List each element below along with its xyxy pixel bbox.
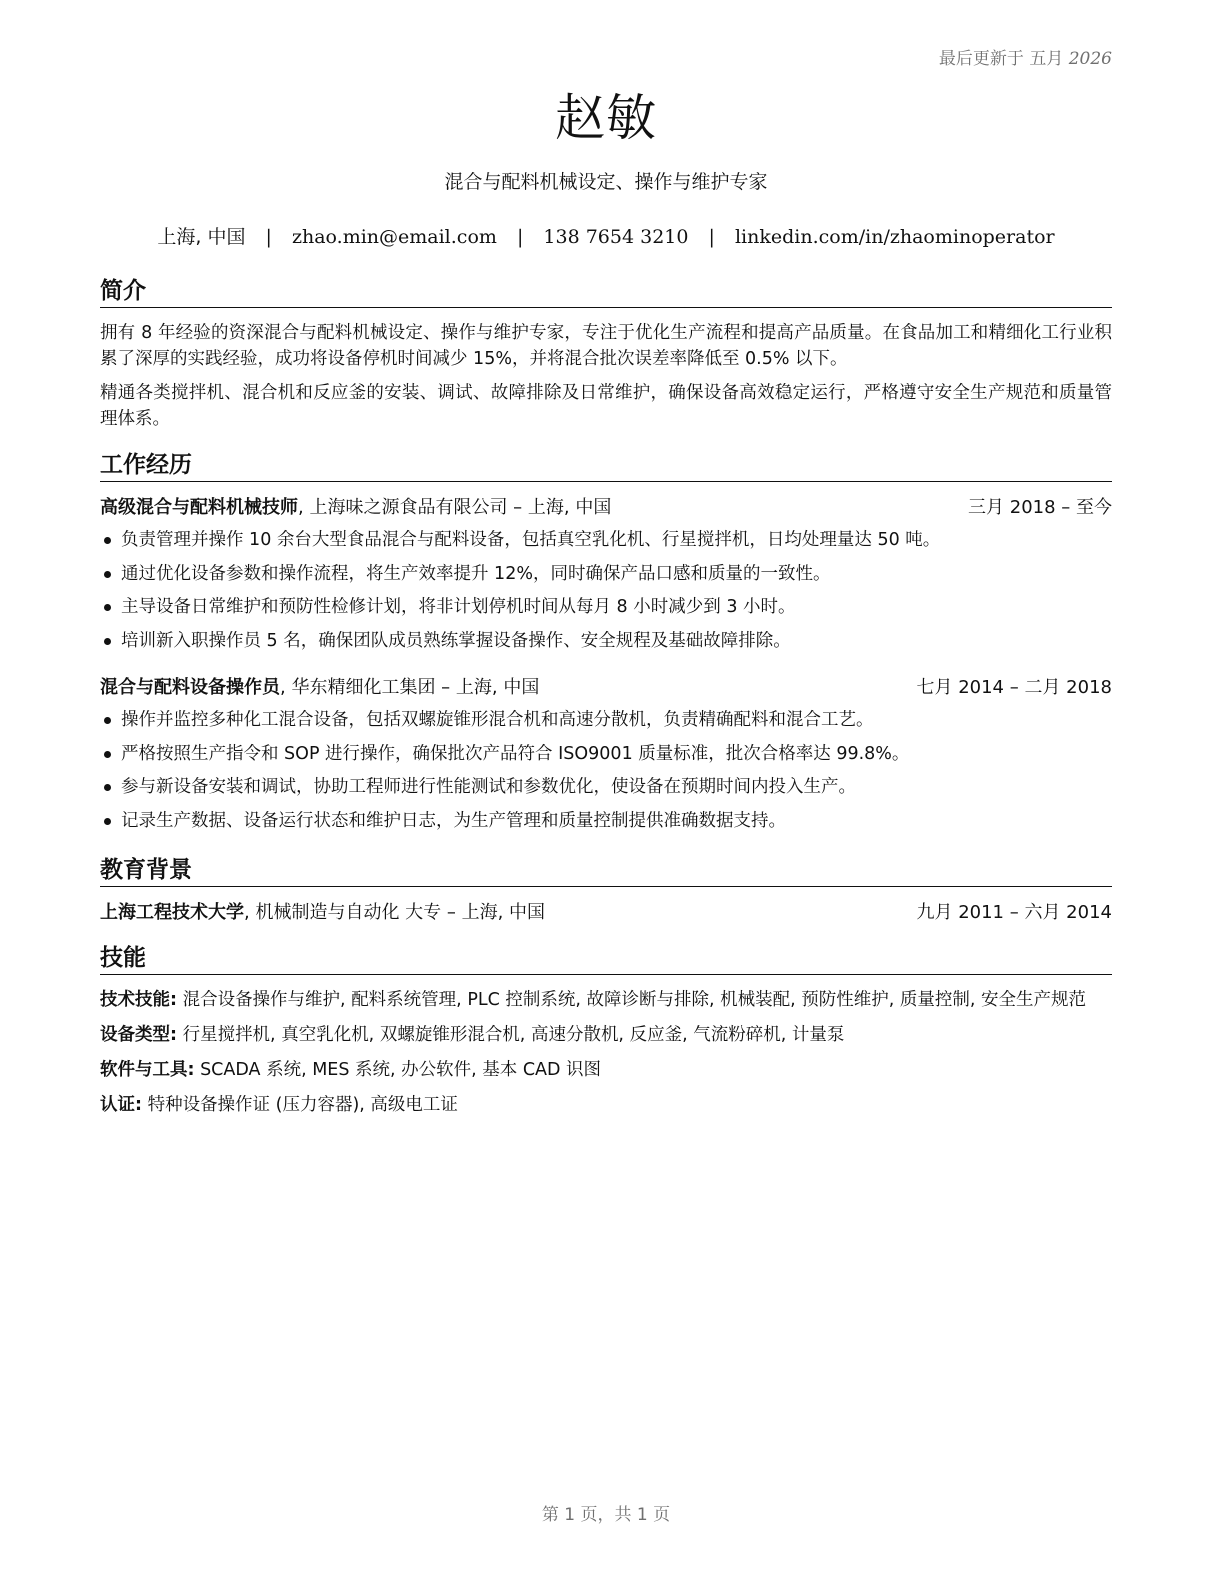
job-org: , 华东精细化工集团 – 上海, 中国 bbox=[280, 677, 540, 698]
bullet-text: 严格按照生产指令和 SOP 进行操作，确保批次产品符合 ISO9001 质量标准，批次合格率达 99.8%。 bbox=[121, 743, 910, 764]
skill-value: 特种设备操作证 (压力容器), 高级电工证 bbox=[142, 1095, 458, 1115]
skill-value: SCADA 系统, MES 系统, 办公软件, 基本 CAD 识图 bbox=[194, 1060, 602, 1080]
bullet-item bbox=[100, 625, 1112, 659]
bullet-item bbox=[100, 524, 1112, 558]
job-header bbox=[100, 494, 1112, 522]
education-dates: 九月 2011 – 六月 2014 bbox=[916, 902, 1112, 923]
job-dates: 七月 2014 – 二月 2018 bbox=[916, 677, 1112, 698]
bullet-dot-icon bbox=[104, 571, 111, 578]
last-updated-year: 2026 bbox=[1068, 49, 1112, 69]
bullet-dot-icon bbox=[104, 537, 111, 544]
skill-row bbox=[100, 1057, 1112, 1083]
skill-label: 技术技能: bbox=[100, 990, 177, 1010]
skill-row bbox=[100, 1092, 1112, 1118]
bullet-text: 操作并监控多种化工混合设备，包括双螺旋锥形混合机和高速分散机，负责精确配料和混合工艺。 bbox=[121, 710, 874, 730]
education-line bbox=[100, 899, 545, 927]
bullet-text: 记录生产数据、设备运行状态和维护日志，为生产管理和质量控制提供准确数据支持。 bbox=[121, 810, 786, 831]
job-bullets bbox=[100, 524, 1112, 658]
contact-phone: 138 7654 3210 bbox=[543, 226, 689, 248]
skill-value: 混合设备操作与维护, 配料系统管理, PLC 控制系统, 故障诊断与排除, 机械装配, 预防性维护, 质量控制, 安全生产规范 bbox=[177, 990, 1087, 1010]
education-heading: 教育背景 bbox=[100, 855, 1112, 887]
job-header bbox=[100, 674, 1112, 702]
bullet-dot-icon bbox=[104, 784, 111, 791]
skill-label: 认证: bbox=[100, 1095, 142, 1115]
job-role: 混合与配料设备操作员 bbox=[100, 677, 280, 698]
bullet-text: 培训新入职操作员 5 名，确保团队成员熟练掌握设备操作、安全规程及基础故障排除。 bbox=[121, 630, 791, 651]
job-dates: 三月 2018 – 至今 bbox=[968, 497, 1112, 518]
bullet-item bbox=[100, 704, 1112, 738]
education-section bbox=[100, 855, 1112, 927]
skill-label: 软件与工具: bbox=[100, 1060, 195, 1080]
contact-separator: | bbox=[708, 226, 715, 248]
experience-heading: 工作经历 bbox=[100, 450, 1112, 482]
skill-row bbox=[100, 987, 1112, 1013]
bullet-text: 通过优化设备参数和操作流程，将生产效率提升 12%，同时确保产品口感和质量的一致性。 bbox=[121, 563, 831, 584]
bullet-dot-icon bbox=[104, 717, 111, 724]
education-school: 上海工程技术大学 bbox=[100, 902, 244, 923]
resume-page bbox=[100, 0, 1112, 1584]
contact-separator: | bbox=[516, 226, 524, 248]
bullet-item bbox=[100, 738, 1112, 772]
contact-separator: | bbox=[265, 226, 272, 248]
bullet-item bbox=[100, 805, 1112, 839]
job-title-line bbox=[100, 494, 611, 522]
bullet-text: 主导设备日常维护和预防性检修计划，将非计划停机时间从每月 8 小时减少到 3 小时。 bbox=[121, 597, 796, 617]
job-role: 高级混合与配料机械技师 bbox=[100, 497, 298, 518]
bullet-item bbox=[100, 591, 1112, 625]
contact-line bbox=[100, 222, 1112, 252]
candidate-name: 赵敏 bbox=[555, 89, 657, 147]
candidate-title: 混合与配料机械设定、操作与维护专家 bbox=[444, 171, 768, 193]
bullet-dot-icon bbox=[104, 818, 111, 825]
education-entry bbox=[100, 899, 1112, 927]
skill-label: 设备类型: bbox=[100, 1025, 177, 1045]
bullet-text: 参与新设备安装和调试，协助工程师进行性能测试和参数优化，使设备在预期时间内投入生产。 bbox=[121, 777, 856, 797]
bullet-text: 负责管理并操作 10 余台大型食品混合与配料设备，包括真空乳化机、行星搅拌机，日均处理量达 50 吨。 bbox=[121, 530, 941, 550]
job-title-line bbox=[100, 674, 539, 702]
contact-location: 上海, 中国 bbox=[157, 226, 246, 248]
last-updated bbox=[939, 44, 1112, 69]
skill-value: 行星搅拌机, 真空乳化机, 双螺旋锥形混合机, 高速分散机, 反应釜, 气流粉碎机, 计量泵 bbox=[177, 1025, 845, 1045]
skills-section bbox=[100, 943, 1112, 1127]
bullet-item bbox=[100, 771, 1112, 805]
bullet-dot-icon bbox=[104, 604, 111, 611]
last-updated-prefix: 最后更新于 五月 bbox=[938, 49, 1064, 69]
contact-email[interactable]: zhao.min@email.com bbox=[291, 226, 497, 248]
summary-paragraph: 拥有 8 年经验的资深混合与配料机械设定、操作与维护专家，专注于优化生产流程和提高产品质量。在食品加工和精细化工行业积累了深厚的实践经验，成功将设备停机时间减少 15%，并将混合批次误差率降低至 0.5% 以下。 bbox=[100, 323, 1112, 369]
experience-section bbox=[100, 450, 1112, 838]
job-bullets bbox=[100, 704, 1112, 838]
job-entry bbox=[100, 674, 1112, 838]
summary-heading: 简介 bbox=[100, 276, 1112, 308]
summary-paragraph: 精通各类搅拌机、混合机和反应釜的安装、调试、故障排除及日常维护，确保设备高效稳定运行，严格遵守安全生产规范和质量管理体系。 bbox=[100, 383, 1112, 429]
job-org: , 上海味之源食品有限公司 – 上海, 中国 bbox=[298, 497, 612, 518]
page-number: 第 1 页，共 1 页 bbox=[541, 1505, 671, 1525]
skills-heading: 技能 bbox=[100, 943, 1112, 975]
summary-section bbox=[100, 276, 1112, 440]
skill-row bbox=[100, 1022, 1112, 1048]
bullet-dot-icon bbox=[104, 638, 111, 645]
contact-linkedin[interactable]: linkedin.com/in/zhaominoperator bbox=[734, 226, 1055, 248]
bullet-dot-icon bbox=[104, 751, 111, 758]
education-detail: , 机械制造与自动化 大专 – 上海, 中国 bbox=[244, 902, 546, 923]
bullet-item bbox=[100, 558, 1112, 592]
job-entry bbox=[100, 494, 1112, 658]
